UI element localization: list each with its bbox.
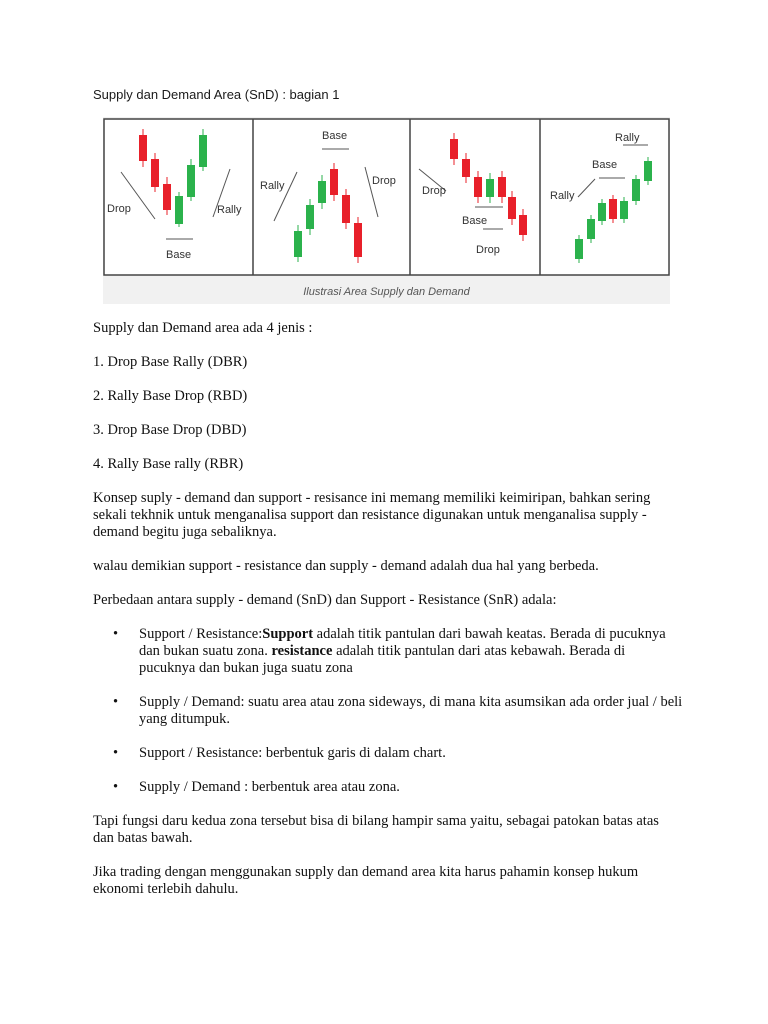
candle: [199, 135, 207, 167]
candle: [163, 184, 171, 210]
candle: [486, 179, 494, 197]
candle: [609, 199, 617, 219]
candle: [330, 169, 338, 195]
figure-caption: Ilustrasi Area Supply dan Demand: [303, 286, 470, 298]
snd-illustration: [103, 117, 670, 304]
candle: [462, 159, 470, 177]
candle: [151, 159, 159, 187]
panel1-label-drop: Drop: [107, 203, 131, 215]
panel2-label-base: Base: [322, 130, 348, 142]
paragraph-comparison-intro: Perbedaan antara supply - demand (SnD) dan Support - Resistance (SnR) adala:: [93, 592, 557, 608]
list-item: • Support / Resistance: berbentuk garis di dalam chart.: [93, 745, 683, 762]
panel3-label-drop: Drop: [422, 185, 446, 197]
type-item-4: 4. Rally Base rally (RBR): [93, 456, 244, 472]
comparison-list: [93, 626, 683, 796]
intro-text: Supply dan Demand area ada 4 jenis :: [93, 320, 313, 336]
bullet1-resistance-term: resistance: [271, 643, 333, 659]
bullet1-support-term: Support: [262, 626, 314, 642]
candle: [354, 223, 362, 257]
page-heading: Supply dan Demand Area (SnD) : bagian 1: [93, 87, 340, 102]
candle: [587, 219, 595, 239]
candle: [187, 165, 195, 197]
bullet1-resistance-text: adalah titik pantulan dari atas kebawah. Berada di pucuknya dan bukan juga suatu zona: [139, 643, 626, 676]
bullet1-support-text: adalah titik pantulan dari bawah keatas. Berada di pucuknya dan bukan suatu zona.: [139, 626, 666, 659]
candle: [450, 139, 458, 159]
candle: [498, 177, 506, 197]
candle: [508, 197, 516, 219]
candle: [342, 195, 350, 223]
candle: [294, 231, 302, 257]
list-item: [93, 626, 683, 677]
panel2-label-rally: Rally: [260, 180, 285, 192]
candlestick-panels: [103, 117, 670, 304]
panel1-label-rally: Rally: [217, 204, 242, 216]
candle: [632, 179, 640, 201]
paragraph-trading: Jika trading dengan menggunakan supply dan demand area kita harus pahamin konsep hukum ekonomi terlebih dahulu.: [93, 864, 639, 897]
candle: [598, 203, 606, 221]
candle: [474, 177, 482, 197]
paragraph-concept: Konsep suply - demand dan support - resisance ini memang memiliki keimiripan, bahkan sering sekali tekhnik untuk menganalisa support dan resistance digunakan untuk menganalisa supply - demand begitu juga sebaliknya.: [93, 490, 651, 540]
candle: [575, 239, 583, 259]
candle: [306, 205, 314, 229]
candle: [519, 215, 527, 235]
type-item-2: 2. Rally Base Drop (RBD): [93, 388, 248, 404]
panel4-label-rally-2: Rally: [615, 132, 640, 144]
document-body: [93, 320, 683, 915]
panel3-label-base: Base: [462, 215, 488, 227]
list-item: • Supply / Demand : berbentuk area atau zona.: [93, 779, 683, 796]
type-item-3: 3. Drop Base Drop (DBD): [93, 422, 247, 438]
type-item-1: 1. Drop Base Rally (DBR): [93, 354, 248, 370]
panel4-label-base: Base: [592, 159, 618, 171]
list-item: • Supply / Demand: suatu area atau zona sideways, di mana kita asumsikan ada order jual / beli yang ditumpuk.: [93, 694, 683, 728]
candle: [139, 135, 147, 161]
paragraph-function: Tapi fungsi daru kedua zona tersebut bisa di bilang hampir sama yaitu, sebagai patokan batas atas dan batas bawah.: [93, 813, 659, 846]
bullet1-prefix: Support / Resistance:: [139, 626, 263, 642]
panel1-label-base: Base: [166, 249, 192, 261]
panel4-label-rally: Rally: [550, 190, 575, 202]
candle: [175, 196, 183, 224]
panel3-label-drop-2: Drop: [476, 244, 500, 256]
candle: [644, 161, 652, 181]
candle: [318, 181, 326, 203]
candle: [620, 201, 628, 219]
panel2-label-drop: Drop: [372, 175, 396, 187]
paragraph-difference: walau demikian support - resistance dan supply - demand adalah dua hal yang berbeda.: [93, 558, 599, 574]
